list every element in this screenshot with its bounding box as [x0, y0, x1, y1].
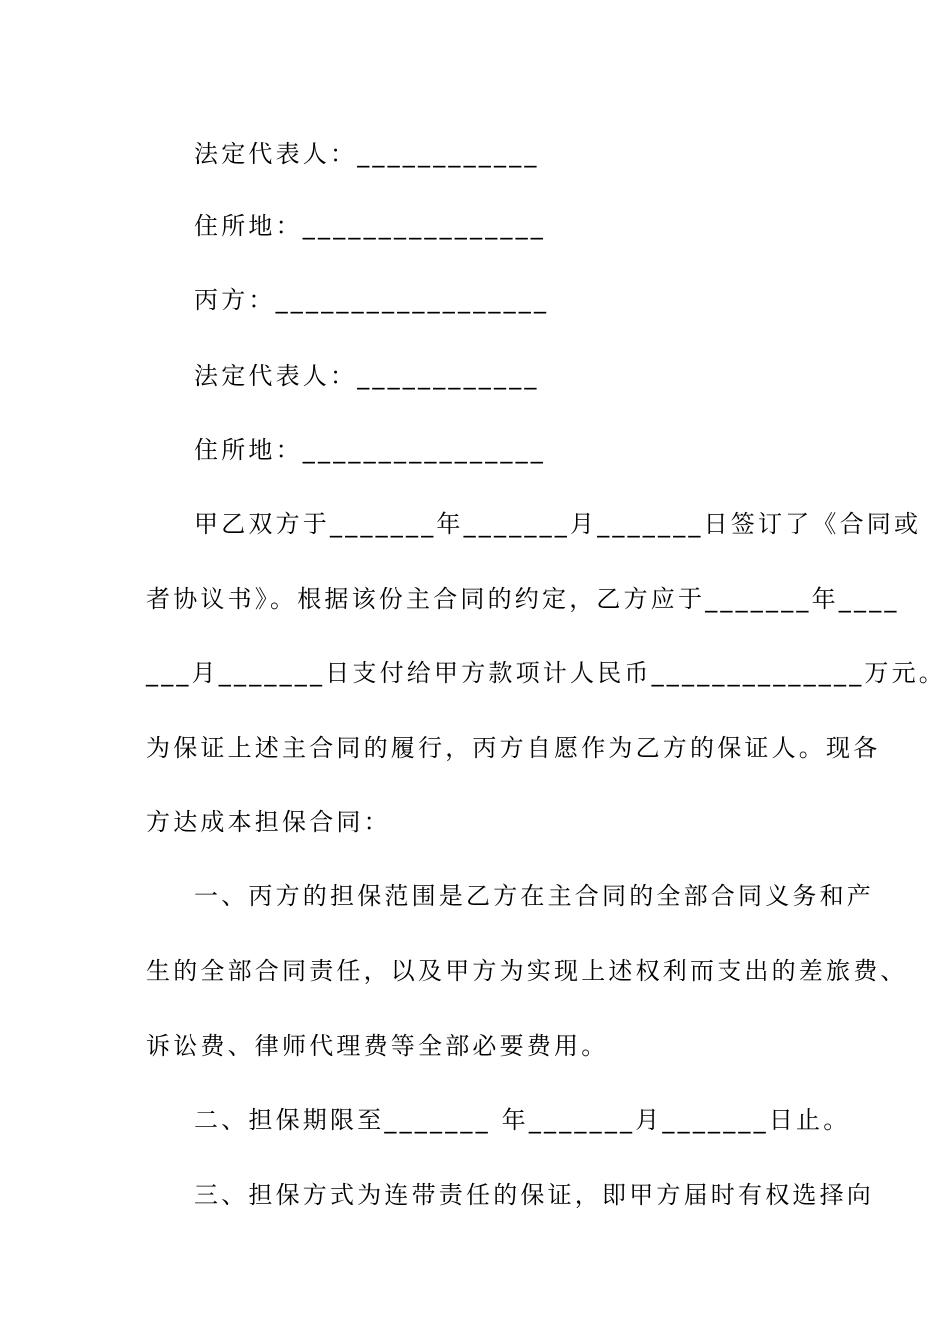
- body-paragraph-line: 为保证上述主合同的履行，丙方自愿作为乙方的保证人。现各: [146, 734, 881, 762]
- body-paragraph-line: 方达成本担保合同：: [146, 808, 391, 836]
- body-paragraph-line: ___月_______日支付给甲方款项计人民币______________万元。: [146, 659, 946, 687]
- clause-three-line: 三、担保方式为连带责任的保证，即甲方届时有权选择向: [194, 1181, 874, 1209]
- body-paragraph-line: 甲乙双方于_______年_______月_______日签订了《合同或: [194, 510, 922, 538]
- clause-one-line: 一、丙方的担保范围是乙方在主合同的全部合同义务和产: [194, 882, 874, 910]
- legal-representative-line: 法定代表人：____________: [194, 140, 540, 168]
- body-paragraph-line: 者协议书》。根据该份主合同的约定，乙方应于_______年____: [146, 585, 900, 613]
- party-c-line: 丙方：__________________: [194, 286, 550, 314]
- party-c-address-line: 住所地：________________: [194, 436, 546, 464]
- clause-one-line: 诉讼费、律师代理费等全部必要费用。: [146, 1032, 609, 1060]
- clause-two-line: 二、担保期限至_______ 年_______月_______日止。: [194, 1106, 851, 1134]
- party-c-legal-representative-line: 法定代表人：____________: [194, 362, 540, 390]
- clause-one-line: 生的全部合同责任，以及甲方为实现上述权利而支出的差旅费、: [146, 957, 908, 985]
- address-line: 住所地：________________: [194, 212, 546, 240]
